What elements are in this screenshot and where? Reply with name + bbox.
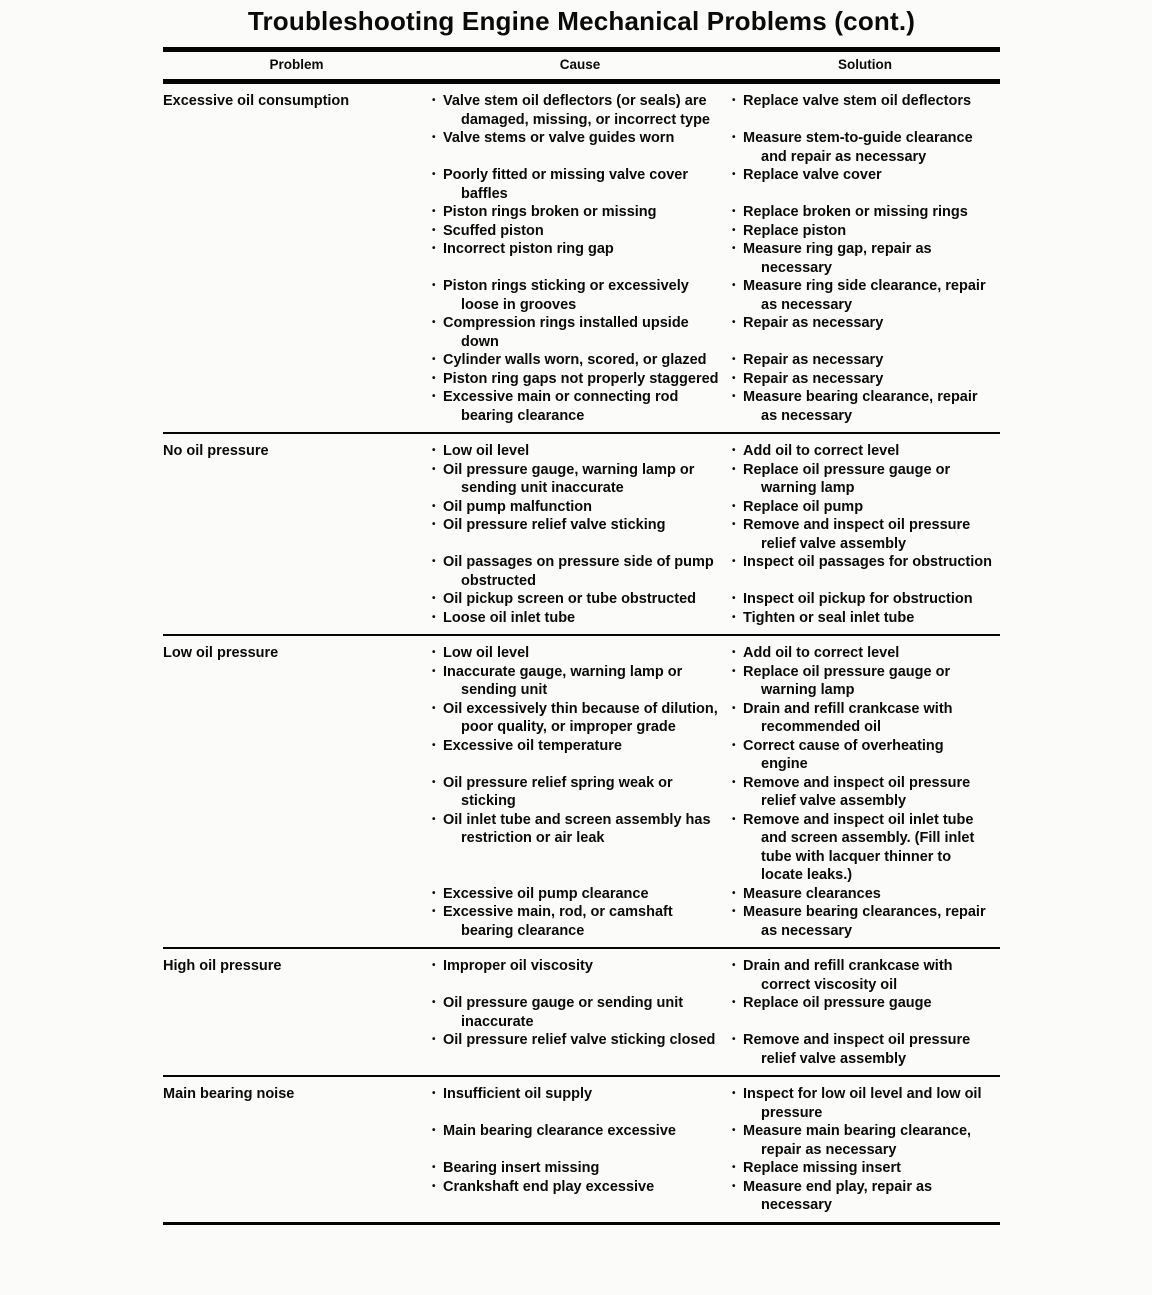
- cause-solution-row: [430, 903, 1000, 940]
- solution-item: • Measure clearances: [730, 885, 1000, 904]
- cause-item: • Bearing insert missing: [430, 1159, 730, 1178]
- cause-item: • Loose oil inlet tube: [430, 609, 730, 628]
- solution-item: • Repair as necessary: [730, 370, 1000, 389]
- cause-item: • Insufficient oil supply: [430, 1085, 730, 1104]
- solution-item: • Measure end play, repair as necessary: [730, 1178, 1000, 1215]
- solution-item: • Replace oil pressure gauge or warning lamp: [730, 663, 1000, 700]
- cause-solution-rows: [430, 957, 1000, 1068]
- solution-item: • Replace oil pressure gauge: [730, 994, 1000, 1013]
- cause-solution-row: [430, 957, 1000, 994]
- solution-item: • Inspect for low oil level and low oil pressure: [730, 1085, 1000, 1122]
- problem-section: [163, 634, 1000, 947]
- cause-item: • Valve stem oil deflectors (or seals) are damaged, missing, or incorrect type: [430, 92, 730, 129]
- problem-section: [163, 947, 1000, 1075]
- cause-solution-row: [430, 1085, 1000, 1122]
- solution-item: • Remove and inspect oil pressure relief valve assembly: [730, 516, 1000, 553]
- cause-solution-row: [430, 553, 1000, 590]
- cause-item: • Oil pump malfunction: [430, 498, 730, 517]
- cause-solution-row: [430, 644, 1000, 663]
- cause-item: • Excessive main or connecting rod bearing clearance: [430, 388, 730, 425]
- cause-solution-row: [430, 388, 1000, 425]
- solution-item: • Drain and refill crankcase with recommended oil: [730, 700, 1000, 737]
- problem-label: Low oil pressure: [163, 645, 279, 661]
- cause-solution-row: [430, 442, 1000, 461]
- troubleshooting-table: [163, 84, 1000, 1225]
- cause-solution-row: [430, 1031, 1000, 1068]
- cause-solution-row: [430, 129, 1000, 166]
- solution-item: • Correct cause of overheating engine: [730, 737, 1000, 774]
- solution-item: • Measure bearing clearance, repair as necessary: [730, 388, 1000, 425]
- solution-item: • Replace valve stem oil deflectors: [730, 92, 1000, 111]
- solution-item: • Replace oil pump: [730, 498, 1000, 517]
- cause-solution-row: [430, 166, 1000, 203]
- solution-item: • Replace valve cover: [730, 166, 1000, 185]
- cause-solution-rows: [430, 92, 1000, 425]
- cause-item: • Main bearing clearance excessive: [430, 1122, 730, 1141]
- solution-item: • Remove and inspect oil pressure relief valve assembly: [730, 1031, 1000, 1068]
- cause-solution-row: [430, 774, 1000, 811]
- cause-solution-rows: [430, 442, 1000, 627]
- solution-item: • Add oil to correct level: [730, 442, 1000, 461]
- solution-item: • Measure bearing clearances, repair as necessary: [730, 903, 1000, 940]
- cause-solution-rows: [430, 644, 1000, 940]
- cause-item: • Oil pressure relief valve sticking closed: [430, 1031, 730, 1050]
- cause-item: • Incorrect piston ring gap: [430, 240, 730, 259]
- solution-item: • Measure main bearing clearance, repair as necessary: [730, 1122, 1000, 1159]
- cause-solution-rows: [430, 1085, 1000, 1215]
- cause-solution-row: [430, 222, 1000, 241]
- problem-section: [163, 84, 1000, 432]
- solution-item: • Remove and inspect oil pressure relief valve assembly: [730, 774, 1000, 811]
- cause-item: • Piston rings sticking or excessively loose in grooves: [430, 277, 730, 314]
- cause-item: • Oil pressure relief spring weak or sticking: [430, 774, 730, 811]
- problem-label: Excessive oil consumption: [163, 93, 350, 109]
- cause-solution-row: [430, 516, 1000, 553]
- solution-item: • Tighten or seal inlet tube: [730, 609, 1000, 628]
- cause-solution-row: [430, 811, 1000, 885]
- cause-item: • Crankshaft end play excessive: [430, 1178, 730, 1197]
- solution-item: • Replace missing insert: [730, 1159, 1000, 1178]
- solution-item: • Replace oil pressure gauge or warning lamp: [730, 461, 1000, 498]
- cause-solution-row: [430, 370, 1000, 389]
- solution-item: • Drain and refill crankcase with correct viscosity oil: [730, 957, 1000, 994]
- cause-item: • Oil inlet tube and screen assembly has restriction or air leak: [430, 811, 730, 848]
- cause-solution-row: [430, 461, 1000, 498]
- cause-item: • Oil pickup screen or tube obstructed: [430, 590, 730, 609]
- cause-solution-row: [430, 609, 1000, 628]
- cause-solution-row: [430, 663, 1000, 700]
- cause-solution-row: [430, 92, 1000, 129]
- solution-item: • Inspect oil pickup for obstruction: [730, 590, 1000, 609]
- solution-item: • Replace piston: [730, 222, 1000, 241]
- solution-item: • Repair as necessary: [730, 314, 1000, 333]
- column-header-cause: Cause: [559, 57, 601, 72]
- cause-item: • Oil pressure relief valve sticking: [430, 516, 730, 535]
- page-title: Troubleshooting Engine Mechanical Problems (cont.): [247, 6, 916, 36]
- cause-item: • Excessive main, rod, or camshaft bearing clearance: [430, 903, 730, 940]
- cause-item: • Oil pressure gauge, warning lamp or sending unit inaccurate: [430, 461, 730, 498]
- cause-item: • Inaccurate gauge, warning lamp or sending unit: [430, 663, 730, 700]
- cause-solution-row: [430, 737, 1000, 774]
- solution-item: • Repair as necessary: [730, 351, 1000, 370]
- cause-item: • Excessive oil temperature: [430, 737, 730, 756]
- problem-section: [163, 432, 1000, 634]
- cause-solution-row: [430, 498, 1000, 517]
- solution-item: • Remove and inspect oil inlet tube and screen assembly. (Fill inlet tube with lacquer thinner to locate leaks.): [730, 811, 1000, 885]
- cause-item: • Piston ring gaps not properly staggered: [430, 370, 730, 389]
- cause-solution-row: [430, 240, 1000, 277]
- cause-item: • Oil pressure gauge or sending unit inaccurate: [430, 994, 730, 1031]
- cause-item: • Cylinder walls worn, scored, or glazed: [430, 351, 730, 370]
- cause-solution-row: [430, 314, 1000, 351]
- column-header-solution: Solution: [838, 57, 892, 72]
- cause-item: • Low oil level: [430, 644, 730, 663]
- cause-item: • Excessive oil pump clearance: [430, 885, 730, 904]
- solution-item: • Measure ring gap, repair as necessary: [730, 240, 1000, 277]
- cause-item: • Valve stems or valve guides worn: [430, 129, 730, 148]
- cause-solution-row: [430, 1122, 1000, 1159]
- cause-solution-row: [430, 994, 1000, 1031]
- solution-item: • Inspect oil passages for obstruction: [730, 553, 1000, 572]
- solution-item: • Add oil to correct level: [730, 644, 1000, 663]
- cause-item: • Oil excessively thin because of dilution, poor quality, or improper grade: [430, 700, 730, 737]
- cause-item: • Low oil level: [430, 442, 730, 461]
- problem-section: [163, 1075, 1000, 1222]
- column-header-problem: Problem: [269, 57, 324, 72]
- cause-item: • Improper oil viscosity: [430, 957, 730, 976]
- cause-solution-row: [430, 700, 1000, 737]
- table-header-row: [163, 52, 1000, 79]
- cause-solution-row: [430, 885, 1000, 904]
- solution-item: • Replace broken or missing rings: [730, 203, 1000, 222]
- cause-item: • Piston rings broken or missing: [430, 203, 730, 222]
- cause-item: • Poorly fitted or missing valve cover baffles: [430, 166, 730, 203]
- cause-item: • Scuffed piston: [430, 222, 730, 241]
- cause-solution-row: [430, 203, 1000, 222]
- cause-solution-row: [430, 1178, 1000, 1215]
- cause-item: • Compression rings installed upside down: [430, 314, 730, 351]
- problem-label: No oil pressure: [163, 443, 269, 459]
- problem-label: High oil pressure: [163, 958, 282, 974]
- cause-solution-row: [430, 351, 1000, 370]
- cause-item: • Oil passages on pressure side of pump obstructed: [430, 553, 730, 590]
- cause-solution-row: [430, 1159, 1000, 1178]
- cause-solution-row: [430, 590, 1000, 609]
- cause-solution-row: [430, 277, 1000, 314]
- solution-item: • Measure stem-to-guide clearance and repair as necessary: [730, 129, 1000, 166]
- solution-item: • Measure ring side clearance, repair as necessary: [730, 277, 1000, 314]
- problem-label: Main bearing noise: [163, 1086, 295, 1102]
